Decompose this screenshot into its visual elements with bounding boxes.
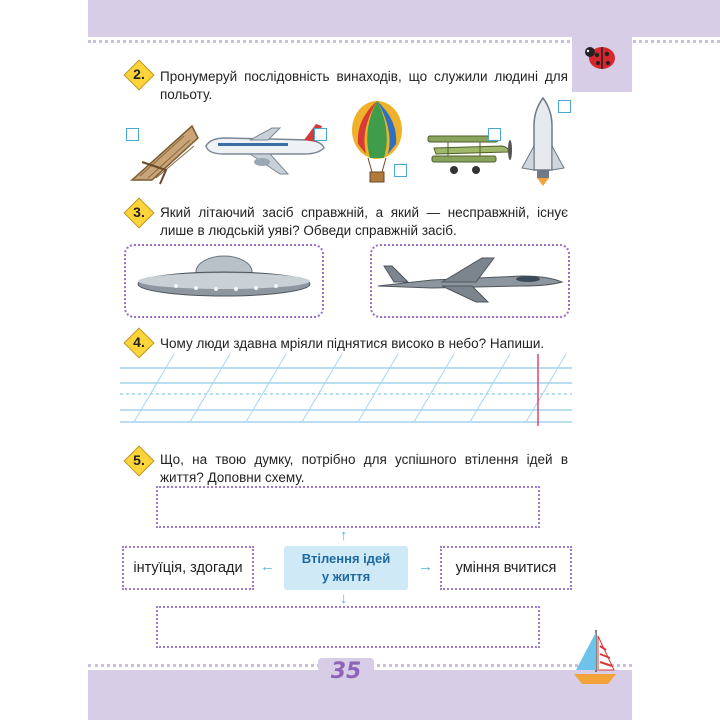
writing-lines[interactable]: [120, 354, 572, 426]
airliner-image: [200, 120, 330, 178]
ufo-frame[interactable]: [124, 244, 324, 318]
arrow-left-icon: ←: [260, 558, 275, 575]
scheme-top-box[interactable]: [156, 486, 540, 528]
arrow-right-icon: →: [418, 558, 433, 575]
ladybug-icon: [582, 40, 618, 72]
fighter-jet-image: [372, 246, 568, 316]
fighter-jet-frame[interactable]: [370, 244, 570, 318]
task-3-number: 3.: [126, 200, 152, 226]
task-4-text: Чому люди здавна мріяли піднятися високо в небо? Напиши.: [160, 336, 545, 351]
scheme-bottom-box[interactable]: [156, 606, 540, 648]
scheme-center-box: [284, 546, 408, 590]
scheme-center-line1: Втілення ідей: [301, 551, 391, 566]
sailboat-icon: [572, 626, 618, 688]
order-box-shuttle[interactable]: [558, 100, 571, 113]
scheme-center-line2: у життя: [321, 569, 371, 584]
arrow-up-icon: ↑: [340, 527, 348, 544]
arrow-down-icon: ↓: [340, 590, 348, 607]
scheme-left-box[interactable]: інтуїція, здогади: [122, 546, 254, 590]
order-box-glider[interactable]: [126, 128, 139, 141]
task-2-text: Пронумеруй послідовність винаходів, що служили людині для польоту.: [160, 69, 568, 102]
order-box-airliner[interactable]: [314, 128, 327, 141]
order-box-biplane[interactable]: [488, 128, 501, 141]
top-band: [88, 0, 720, 37]
task-5-number: 5.: [126, 448, 152, 474]
task-3-text: Який літаючий засіб справжній, а який — несправжній, існує лише в людській уяві? Обведи справжній засіб.: [160, 205, 568, 238]
task-4-number: 4.: [126, 330, 152, 356]
page-number: 35: [330, 659, 362, 684]
order-box-balloon[interactable]: [394, 164, 407, 177]
scheme-right-box[interactable]: уміння вчитися: [440, 546, 572, 590]
ufo-image: [126, 246, 322, 316]
task-5-text: Що, на твою думку, потрібно для успішного втілення ідей в життя? Доповни схему.: [160, 452, 568, 485]
task-2-number: 2.: [126, 62, 152, 88]
